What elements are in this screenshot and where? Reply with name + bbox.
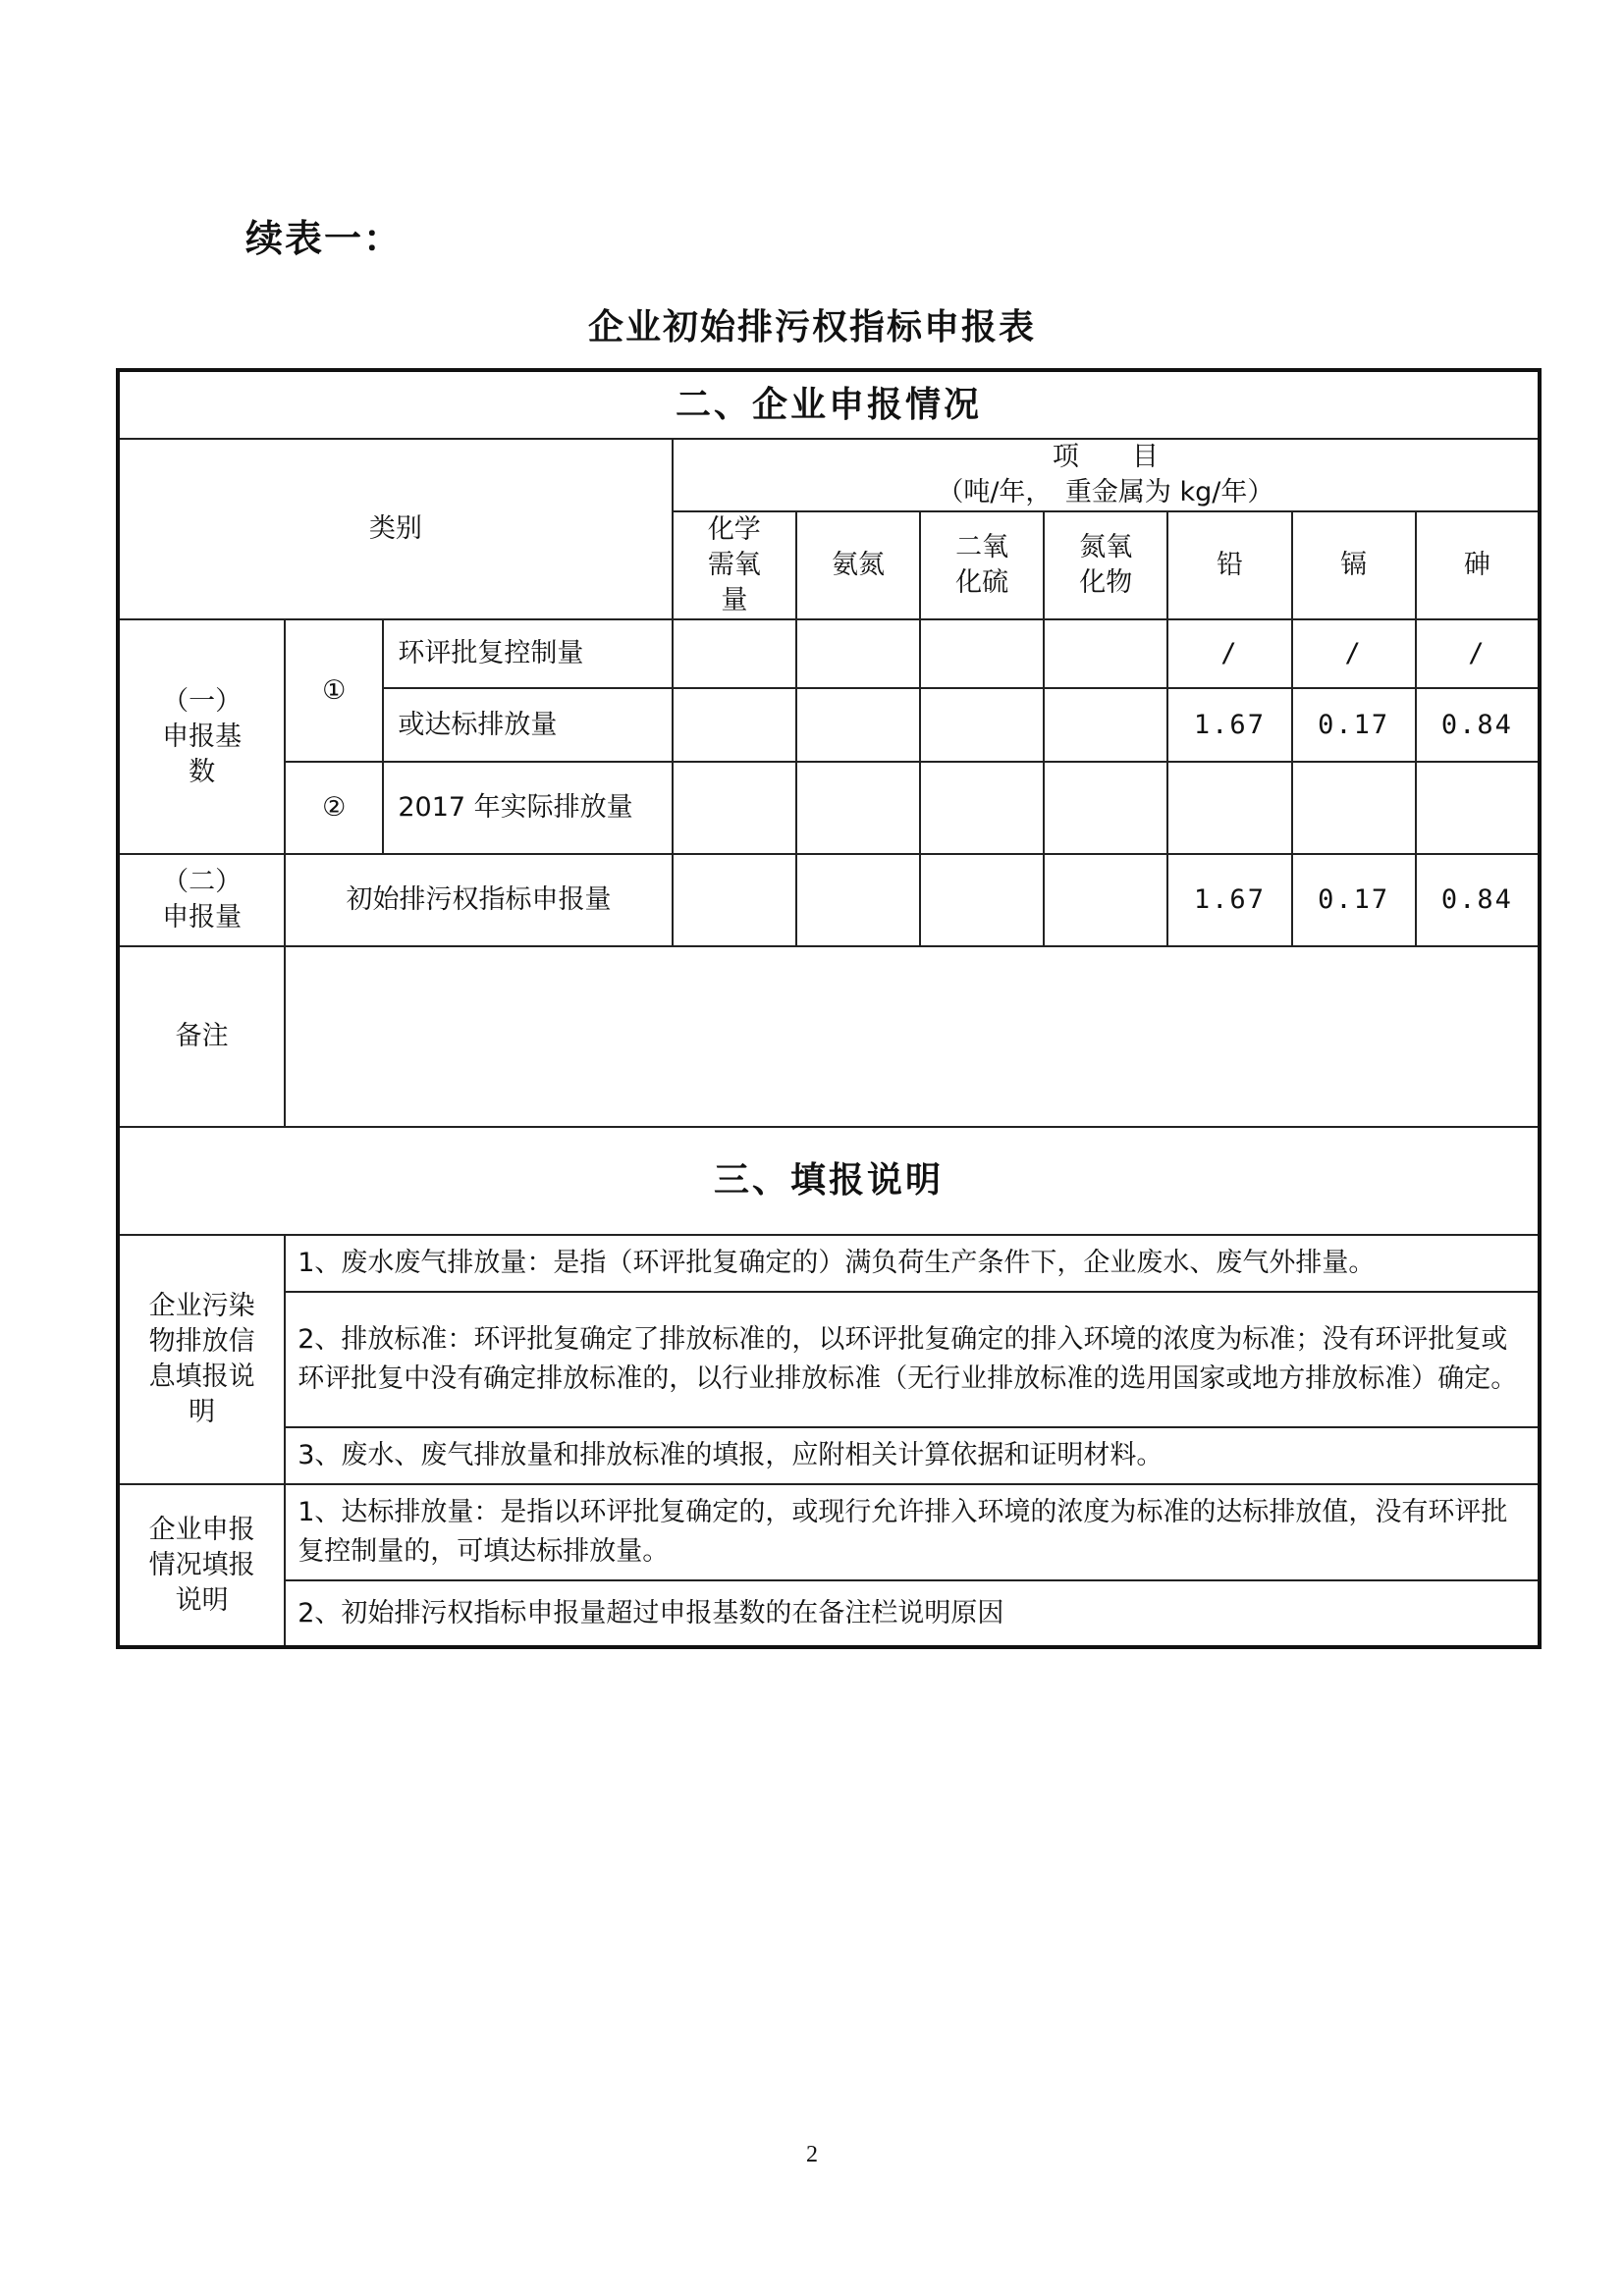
col-nox: 氮氧化物 xyxy=(1044,511,1167,619)
cell xyxy=(920,688,1044,762)
items-header xyxy=(673,439,1540,511)
declaration-table xyxy=(116,368,1542,1649)
row-declared-label: 初始排污权指标申报量 xyxy=(285,854,673,946)
cell xyxy=(1044,854,1167,946)
col-cod: 化学需氧量 xyxy=(673,511,796,619)
category-label: 类别 xyxy=(118,439,673,619)
form-title: 企业初始排污权指标申报表 xyxy=(587,307,1036,347)
row-actual-label: 2017 年实际排放量 xyxy=(383,762,672,854)
cell xyxy=(796,688,920,762)
note-a3: 3、废水、废气排放量和排放标准的填报，应附相关计算依据和证明材料。 xyxy=(285,1427,1540,1484)
cell-arsenic: 0.84 xyxy=(1416,688,1540,762)
group2-label: （二）申报量 xyxy=(118,854,285,946)
section3-title: 三、填报说明 xyxy=(118,1127,1540,1235)
continuation-title: 续表一： xyxy=(245,217,404,260)
items-header-line1: 项 目 xyxy=(1052,442,1159,472)
remarks-row xyxy=(118,946,1540,1127)
note-a2: 2、排放标准：环评批复确定了排放标准的，以环评批复确定的排入环境的浓度为标准；没有环评批复或环评批复中没有确定排放标准的，以行业排放标准（无行业排放标准的选用国家或地方排放标准）确定。 xyxy=(285,1292,1540,1427)
cell-cadmium: 0.17 xyxy=(1292,854,1416,946)
cell-lead: 1.67 xyxy=(1167,854,1291,946)
notes-b-label: 企业申报情况填报说明 xyxy=(118,1484,285,1647)
col-ammonia: 氨氮 xyxy=(796,511,920,619)
section3-header-row xyxy=(118,1127,1540,1235)
col-lead: 铅 xyxy=(1167,511,1291,619)
cell-arsenic: / xyxy=(1416,619,1540,688)
cell xyxy=(920,854,1044,946)
row-eia-control xyxy=(118,619,1540,688)
col-arsenic: 砷 xyxy=(1416,511,1540,619)
section2-title: 二、企业申报情况 xyxy=(118,370,1540,439)
note-b2: 2、初始排污权指标申报量超过申报基数的在备注栏说明原因 xyxy=(285,1580,1540,1647)
cell xyxy=(920,762,1044,854)
note-a1: 1、废水废气排放量：是指（环评批复确定的）满负荷生产条件下，企业废水、废气外排量。 xyxy=(285,1235,1540,1292)
cell xyxy=(1044,619,1167,688)
notes-a-row-1 xyxy=(118,1235,1540,1292)
group1-label: （一）申报基数 xyxy=(118,619,285,854)
sub2-marker: ② xyxy=(285,762,383,854)
col-cadmium: 镉 xyxy=(1292,511,1416,619)
notes-b-row-1 xyxy=(118,1484,1540,1580)
cell xyxy=(673,854,796,946)
cell-arsenic: 0.84 xyxy=(1416,854,1540,946)
cell-cadmium: 0.17 xyxy=(1292,688,1416,762)
items-header-line2: （吨/年， 重金属为 kg/年） xyxy=(937,477,1274,507)
cell-lead: 1.67 xyxy=(1167,688,1291,762)
cell xyxy=(920,619,1044,688)
cell-lead: / xyxy=(1167,619,1291,688)
sub1-marker: ① xyxy=(285,619,383,762)
cell-cadmium xyxy=(1292,762,1416,854)
page-number: 2 xyxy=(806,2142,818,2167)
cell xyxy=(673,619,796,688)
cell-lead xyxy=(1167,762,1291,854)
cell-arsenic xyxy=(1416,762,1540,854)
section2-header-row xyxy=(118,370,1540,439)
cell-cadmium: / xyxy=(1292,619,1416,688)
row-standard-label: 或达标排放量 xyxy=(383,688,672,762)
row-actual-emission xyxy=(118,762,1540,854)
notes-a-row-2 xyxy=(118,1292,1540,1427)
note-b1: 1、达标排放量：是指以环评批复确定的，或现行允许排入环境的浓度为标准的达标排放值，没有环评批复控制量的，可填达标排放量。 xyxy=(285,1484,1540,1580)
items-header-row xyxy=(118,439,1540,511)
remarks-label: 备注 xyxy=(118,946,285,1127)
cell xyxy=(796,854,920,946)
notes-a-label: 企业污染物排放信息填报说明 xyxy=(118,1235,285,1484)
cell xyxy=(673,688,796,762)
cell xyxy=(1044,688,1167,762)
remarks-field[interactable] xyxy=(285,946,1540,1127)
col-so2: 二氧化硫 xyxy=(920,511,1044,619)
cell xyxy=(796,619,920,688)
cell xyxy=(1044,762,1167,854)
notes-a-row-3 xyxy=(118,1427,1540,1484)
row-eia-label: 环评批复控制量 xyxy=(383,619,672,688)
cell xyxy=(796,762,920,854)
cell xyxy=(673,762,796,854)
notes-b-row-2 xyxy=(118,1580,1540,1647)
row-declared-amount xyxy=(118,854,1540,946)
